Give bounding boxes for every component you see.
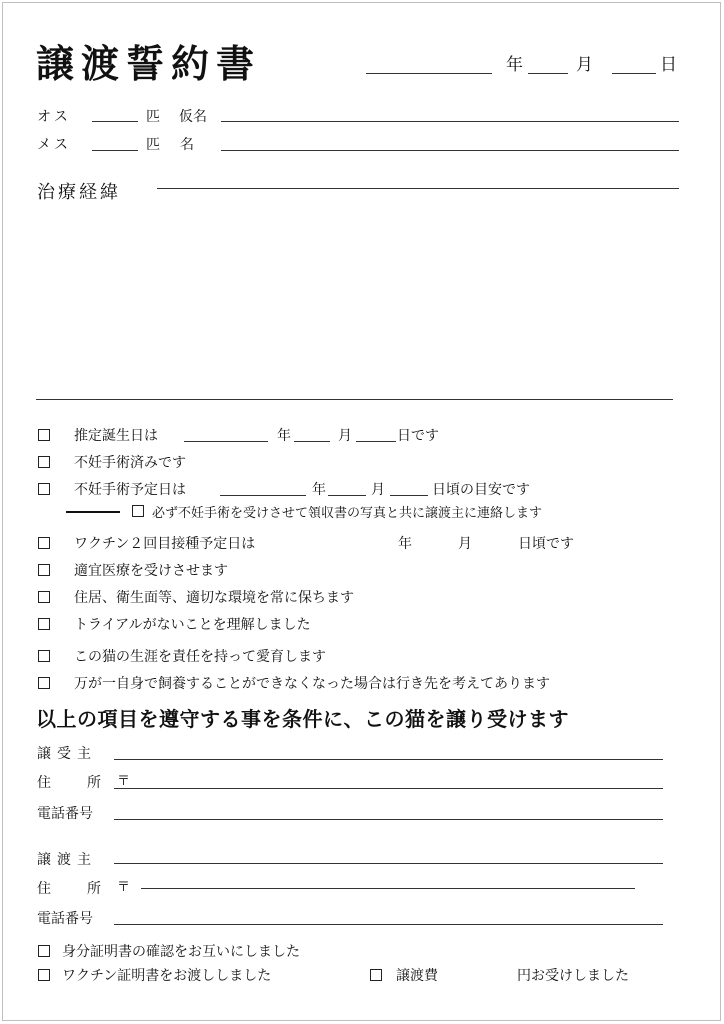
giver-address-label-2: 所 bbox=[87, 881, 101, 897]
fallback-checkbox[interactable] bbox=[38, 677, 50, 689]
giver-address-field[interactable] bbox=[141, 888, 635, 889]
medical-checkbox[interactable] bbox=[38, 564, 50, 576]
lifelong-text: この猫の生涯を責任を持って愛育します bbox=[74, 649, 326, 665]
birthdate-year-label: 年 bbox=[277, 428, 291, 444]
giver-postal-icon: 〒 bbox=[117, 880, 131, 895]
receiver-name-field[interactable] bbox=[114, 759, 663, 760]
treatment-field[interactable] bbox=[157, 188, 679, 189]
neuter-plan-day-field[interactable] bbox=[390, 495, 428, 496]
neuter-plan-checkbox[interactable] bbox=[38, 483, 50, 495]
female-count-unit: 匹 bbox=[146, 137, 160, 153]
trial-checkbox[interactable] bbox=[38, 618, 50, 630]
declaration-heading: 以上の項目を遵守する事を条件に、この猫を譲り受けます bbox=[36, 707, 569, 731]
vaccine-cert-checkbox[interactable] bbox=[38, 969, 50, 981]
neuter-plan-year-field[interactable] bbox=[220, 495, 306, 496]
birthdate-suffix: 日です bbox=[397, 428, 439, 444]
giver-phone-field[interactable] bbox=[114, 924, 663, 925]
female-count-field[interactable] bbox=[92, 150, 138, 151]
name-label: 名 bbox=[180, 137, 194, 153]
vaccine-checkbox[interactable] bbox=[38, 537, 50, 549]
giver-address-label-1: 住 bbox=[37, 881, 51, 897]
birthdate-day-field[interactable] bbox=[356, 441, 396, 442]
hygiene-text: 住居、衛生面等、適切な環境を常に保ちます bbox=[74, 590, 354, 606]
trial-text: トライアルがないことを理解しました bbox=[74, 617, 311, 633]
fee-checkbox[interactable] bbox=[370, 969, 382, 981]
receiver-label: 譲受主 bbox=[37, 746, 97, 762]
giver-label: 譲渡主 bbox=[37, 852, 97, 868]
fallback-text: 万が一自身で飼養することができなくなった場合は行き先を考えてあります bbox=[74, 676, 550, 692]
neuter-contact-text: 必ず不妊手術を受けさせて領収書の写真と共に譲渡主に連絡します bbox=[152, 506, 543, 521]
fee-suffix: 円お受けしました bbox=[517, 968, 629, 984]
receiver-phone-field[interactable] bbox=[114, 819, 663, 820]
neuter-plan-month-field[interactable] bbox=[328, 495, 366, 496]
date-day-field[interactable] bbox=[612, 73, 656, 74]
vaccine-cert-text: ワクチン証明書をお渡ししました bbox=[62, 968, 272, 984]
temp-name-field[interactable] bbox=[221, 121, 679, 122]
female-label: メス bbox=[37, 137, 71, 153]
birthdate-month-label: 月 bbox=[338, 428, 352, 444]
neuter-plan-suffix: 日頃の目安です bbox=[432, 482, 530, 498]
birthdate-checkbox[interactable] bbox=[38, 429, 50, 441]
temp-name-label: 仮名 bbox=[179, 109, 207, 125]
hygiene-checkbox[interactable] bbox=[38, 591, 50, 603]
date-day-label: 日 bbox=[660, 55, 677, 75]
id-check-checkbox[interactable] bbox=[38, 945, 50, 957]
vaccine-prefix: ワクチン２回目接種予定日は bbox=[74, 536, 256, 552]
male-label: オス bbox=[37, 109, 71, 125]
birthdate-month-field[interactable] bbox=[294, 441, 330, 442]
date-month-label: 月 bbox=[576, 55, 593, 75]
medical-text: 適宜医療を受けさせます bbox=[74, 563, 228, 579]
receiver-address-field[interactable] bbox=[114, 788, 663, 789]
date-year-label: 年 bbox=[506, 55, 523, 75]
page-title: 譲渡誓約書 bbox=[36, 41, 262, 86]
neuter-plan-prefix: 不妊手術予定日は bbox=[74, 482, 186, 498]
receiver-phone-label: 電話番号 bbox=[37, 806, 93, 822]
name-field[interactable] bbox=[221, 150, 679, 151]
male-count-unit: 匹 bbox=[146, 109, 160, 125]
receiver-address-label-2: 所 bbox=[87, 775, 101, 791]
neuter-plan-month-label: 月 bbox=[371, 482, 385, 498]
giver-name-field[interactable] bbox=[114, 863, 663, 864]
sub-item-connector bbox=[66, 511, 120, 513]
id-check-text: 身分証明書の確認をお互いにしました bbox=[62, 944, 300, 960]
birthdate-year-field[interactable] bbox=[184, 441, 268, 442]
receiver-address-label-1: 住 bbox=[37, 775, 51, 791]
treatment-area-bottom-rule bbox=[36, 399, 673, 400]
birthdate-prefix: 推定誕生日は bbox=[74, 428, 158, 444]
date-year-field[interactable] bbox=[366, 73, 492, 74]
vaccine-year-label: 年 bbox=[398, 536, 412, 552]
neutered-text: 不妊手術済みです bbox=[74, 455, 186, 471]
vaccine-month-label: 月 bbox=[458, 536, 472, 552]
treatment-label: 治療経緯 bbox=[37, 182, 121, 203]
lifelong-checkbox[interactable] bbox=[38, 650, 50, 662]
male-count-field[interactable] bbox=[92, 121, 138, 122]
vaccine-suffix: 日頃です bbox=[518, 536, 574, 552]
neuter-plan-year-label: 年 bbox=[312, 482, 326, 498]
fee-label: 譲渡費 bbox=[396, 968, 438, 984]
giver-phone-label: 電話番号 bbox=[37, 911, 93, 927]
receiver-postal-icon: 〒 bbox=[117, 774, 131, 789]
neutered-checkbox[interactable] bbox=[38, 456, 50, 468]
neuter-contact-checkbox[interactable] bbox=[132, 505, 144, 517]
date-month-field[interactable] bbox=[528, 73, 568, 74]
